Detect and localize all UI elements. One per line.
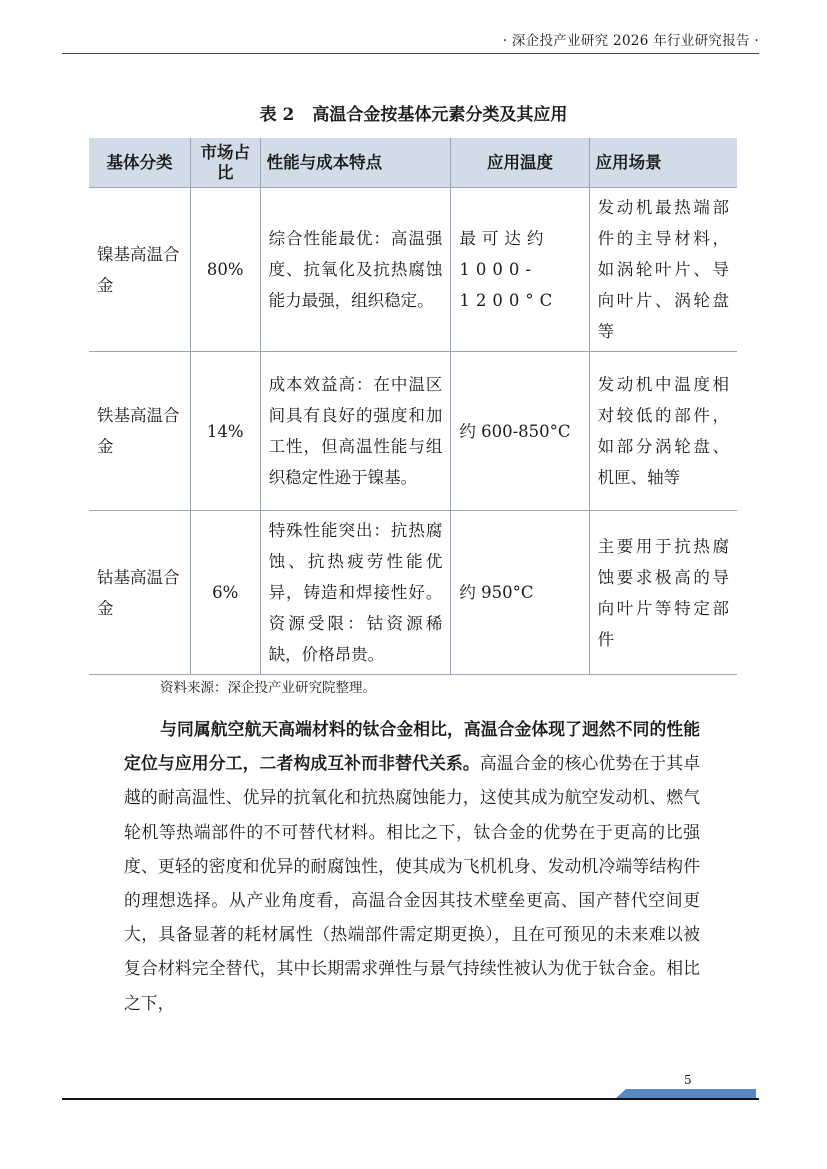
cell-applications: 发动机中温度相对较低的部件，如部分涡轮盘、机匣、轴等 bbox=[589, 352, 737, 511]
running-header: · 深企投产业研究 2026 年行业研究报告 · bbox=[502, 33, 759, 49]
cell-type: 钴基高温合金 bbox=[89, 511, 190, 675]
cell-features: 成本效益高：在中温区间具有良好的强度和加工性，但高温性能与组织稳定性逊于镍基。 bbox=[260, 352, 451, 511]
cell-temperature: 约 600-850°C bbox=[451, 352, 589, 511]
table-caption bbox=[0, 100, 827, 125]
column-header-temperature: 应用温度 bbox=[451, 138, 589, 188]
cell-applications: 发动机最热端部件的主导材料，如涡轮叶片、导向叶片、涡轮盘等 bbox=[589, 188, 737, 352]
table-source-note: 资料来源：深企投产业研究院整理。 bbox=[160, 680, 376, 696]
table-header-row bbox=[89, 138, 737, 188]
paragraph-lead-sentence: 与同属航空航天高端材料的钛合金相比，高温合金体现了迥然不同的性能定位与应用分工，二者构成互补而非替代关系。 bbox=[124, 719, 700, 774]
cell-temperature: 约 950°C bbox=[451, 511, 589, 675]
table-caption-number: 表 2 bbox=[259, 105, 295, 125]
table-row bbox=[89, 511, 737, 675]
column-header-type: 基体分类 bbox=[89, 138, 190, 188]
column-header-applications: 应用场景 bbox=[589, 138, 737, 188]
alloy-classification-table bbox=[89, 138, 737, 675]
table-caption-title: 高温合金按基体元素分类及其应用 bbox=[312, 105, 568, 125]
cell-share: 80% bbox=[190, 188, 260, 352]
column-header-share: 市场占比 bbox=[190, 138, 260, 188]
table-row bbox=[89, 352, 737, 511]
body-paragraph bbox=[124, 712, 700, 1020]
column-header-features: 性能与成本特点 bbox=[260, 138, 451, 188]
cell-type: 镍基高温合金 bbox=[89, 188, 190, 352]
cell-share: 6% bbox=[190, 511, 260, 675]
cell-temperature: 最可达约1000-1200°C bbox=[451, 188, 589, 352]
footer-accent-bar bbox=[616, 1089, 756, 1098]
cell-applications: 主要用于抗热腐蚀要求极高的导向叶片等特定部件 bbox=[589, 511, 737, 675]
cell-features: 综合性能最优：高温强度、抗氧化及抗热腐蚀能力最强，组织稳定。 bbox=[260, 188, 451, 352]
footer-divider bbox=[62, 1098, 759, 1100]
cell-features: 特殊性能突出：抗热腐蚀、抗热疲劳性能优异，铸造和焊接性好。资源受限：钴资源稀缺，价格昂贵。 bbox=[260, 511, 451, 675]
paragraph-body: 高温合金的核心优势在于其卓越的耐高温性、优异的抗氧化和抗热腐蚀能力，这使其成为航空发动机、燃气轮机等热端部件的不可替代材料。相比之下，钛合金的优势在于更高的比强度、更轻的密度和优异的耐腐蚀性，使其成为飞机机身、发动机冷端等结构件的理想选择。从产业角度看，高温合金因其技术壁垒更高、国产替代空间更大，具备显著的耗材属性（热端部件需定期更换），且在可预见的未来难以被复合材料完全替代，其中长期需求弹性与景气持续性被认为优于钛合金。相比之下， bbox=[124, 753, 700, 1013]
cell-type: 铁基高温合金 bbox=[89, 352, 190, 511]
table-row bbox=[89, 188, 737, 352]
page-number: 5 bbox=[684, 1073, 692, 1087]
cell-share: 14% bbox=[190, 352, 260, 511]
header-divider bbox=[62, 53, 759, 54]
